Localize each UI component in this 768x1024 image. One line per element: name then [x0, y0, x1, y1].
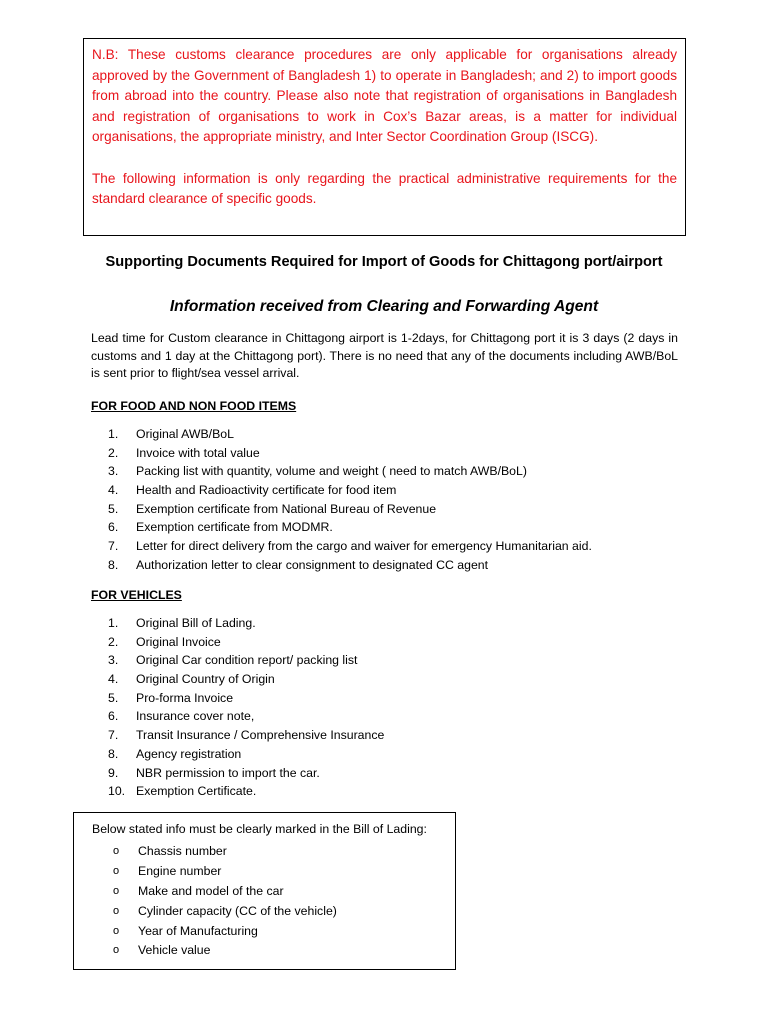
list-item [113, 941, 337, 961]
document-subheading: Information received from Clearing and Forwarding Agent [169, 298, 599, 315]
list-text: Chassis number [138, 844, 227, 858]
list-number: 8. [108, 746, 119, 761]
document-heading: Supporting Documents Required for Import of Goods for Chittagong port/airport [105, 254, 663, 270]
list-item [108, 518, 592, 537]
list-text: Exemption Certificate. [136, 784, 257, 799]
list-number: 3. [108, 653, 119, 668]
bill-of-lading-title: Below stated info must be clearly marked in the Bill of Lading: [92, 822, 427, 836]
list-text: Authorization letter to clear consignment to designated CC agent [136, 557, 489, 572]
list-number: 4. [108, 483, 119, 498]
list-item [108, 500, 592, 519]
list-item [108, 726, 384, 745]
list-number: 1. [108, 427, 119, 441]
list-text: Pro-forma Invoice [136, 690, 234, 705]
vehicle-items-list [108, 614, 384, 801]
list-number: 4. [108, 672, 119, 687]
list-text: Vehicle value [138, 943, 211, 958]
list-item [108, 782, 384, 801]
notice-paragraph-2: The following information is only regarding the practical administrative requirements for the standard clearance of specific goods. [92, 170, 677, 207]
food-section-title: FOR FOOD AND NON FOOD ITEMS [91, 399, 297, 413]
list-item [108, 444, 592, 463]
list-item [113, 922, 337, 942]
list-number: 6. [108, 520, 119, 535]
list-number: 2. [108, 445, 119, 460]
notice-paragraph-1: N.B: These customs clearance procedures are only applicable for organisations already approved by the Government of Bangladesh 1) to operate in Bangladesh; and 2) to import goods from abroad into the country. Please also note that registration of organisations in Bangladesh and registration of organisations to work in Cox’s Bazar areas, is a matter for individual organisations, the appropriate ministry, and Inter Sector Coordination Group (ISCG). [92, 47, 677, 145]
list-item [108, 689, 384, 708]
list-number: 6. [108, 709, 119, 724]
list-item [108, 745, 384, 764]
list-item [108, 556, 592, 575]
list-item [108, 764, 384, 783]
list-item [108, 462, 592, 481]
list-text: Agency registration [136, 746, 242, 761]
bullet-icon: o [113, 864, 120, 877]
list-text: Make and model of the car [138, 883, 284, 898]
intro-paragraph: Lead time for Custom clearance in Chittagong airport is 1-2days, for Chittagong port it is 3 days (2 days in customs and 1 day at the Chittagong port). There is no need that any of the documents including AWB/BoL is sent prior to flight/sea vessel arrival. [91, 331, 678, 381]
list-text: Original AWB/BoL [136, 427, 234, 441]
list-text: Insurance cover note, [136, 709, 255, 724]
list-text: Exemption certificate from MODMR. [136, 520, 333, 535]
bullet-icon: o [113, 904, 120, 917]
list-item [108, 707, 384, 726]
list-item [108, 633, 384, 652]
list-text: Invoice with total value [136, 445, 260, 460]
list-text: Original Invoice [136, 634, 221, 649]
bullet-icon: o [113, 884, 120, 897]
list-text: Year of Manufacturing [138, 923, 258, 938]
list-item [108, 651, 384, 670]
list-item [108, 425, 592, 444]
bill-of-lading-list [113, 842, 337, 961]
list-text: Original Country of Origin [136, 672, 275, 687]
list-item [108, 614, 384, 633]
list-number: 1. [108, 616, 119, 630]
bill-of-lading-box [73, 812, 456, 970]
list-text: Transit Insurance / Comprehensive Insurance [136, 728, 385, 743]
list-item [113, 862, 337, 882]
list-text: NBR permission to import the car. [136, 765, 320, 780]
vehicle-section-title: FOR VEHICLES [91, 588, 182, 602]
list-text: Packing list with quantity, volume and weight ( need to match AWB/BoL) [136, 464, 527, 479]
list-text: Engine number [138, 863, 222, 878]
list-text: Original Car condition report/ packing list [136, 653, 358, 668]
list-item [113, 842, 337, 862]
notice-box [83, 38, 686, 236]
list-item [113, 882, 337, 902]
list-number: 5. [108, 690, 119, 705]
list-text: Health and Radioactivity certificate for food item [136, 483, 397, 498]
list-number: 9. [108, 765, 119, 780]
list-item [108, 670, 384, 689]
list-number: 5. [108, 501, 119, 516]
food-items-list [108, 425, 592, 575]
list-item [113, 902, 337, 922]
list-number: 3. [108, 464, 119, 479]
list-number: 10. [108, 784, 126, 799]
list-text: Exemption certificate from National Bureau of Revenue [136, 501, 437, 516]
bullet-icon: o [113, 845, 120, 857]
list-number: 7. [108, 728, 119, 743]
list-text: Cylinder capacity (CC of the vehicle) [138, 903, 337, 918]
list-number: 2. [108, 634, 119, 649]
list-item [108, 537, 592, 556]
list-text: Original Bill of Lading. [136, 616, 256, 630]
bullet-icon: o [113, 944, 120, 957]
list-number: 8. [108, 557, 119, 572]
list-number: 7. [108, 539, 119, 554]
list-text: Letter for direct delivery from the cargo and waiver for emergency Humanitarian aid. [136, 539, 592, 554]
bullet-icon: o [113, 924, 120, 937]
list-item [108, 481, 592, 500]
